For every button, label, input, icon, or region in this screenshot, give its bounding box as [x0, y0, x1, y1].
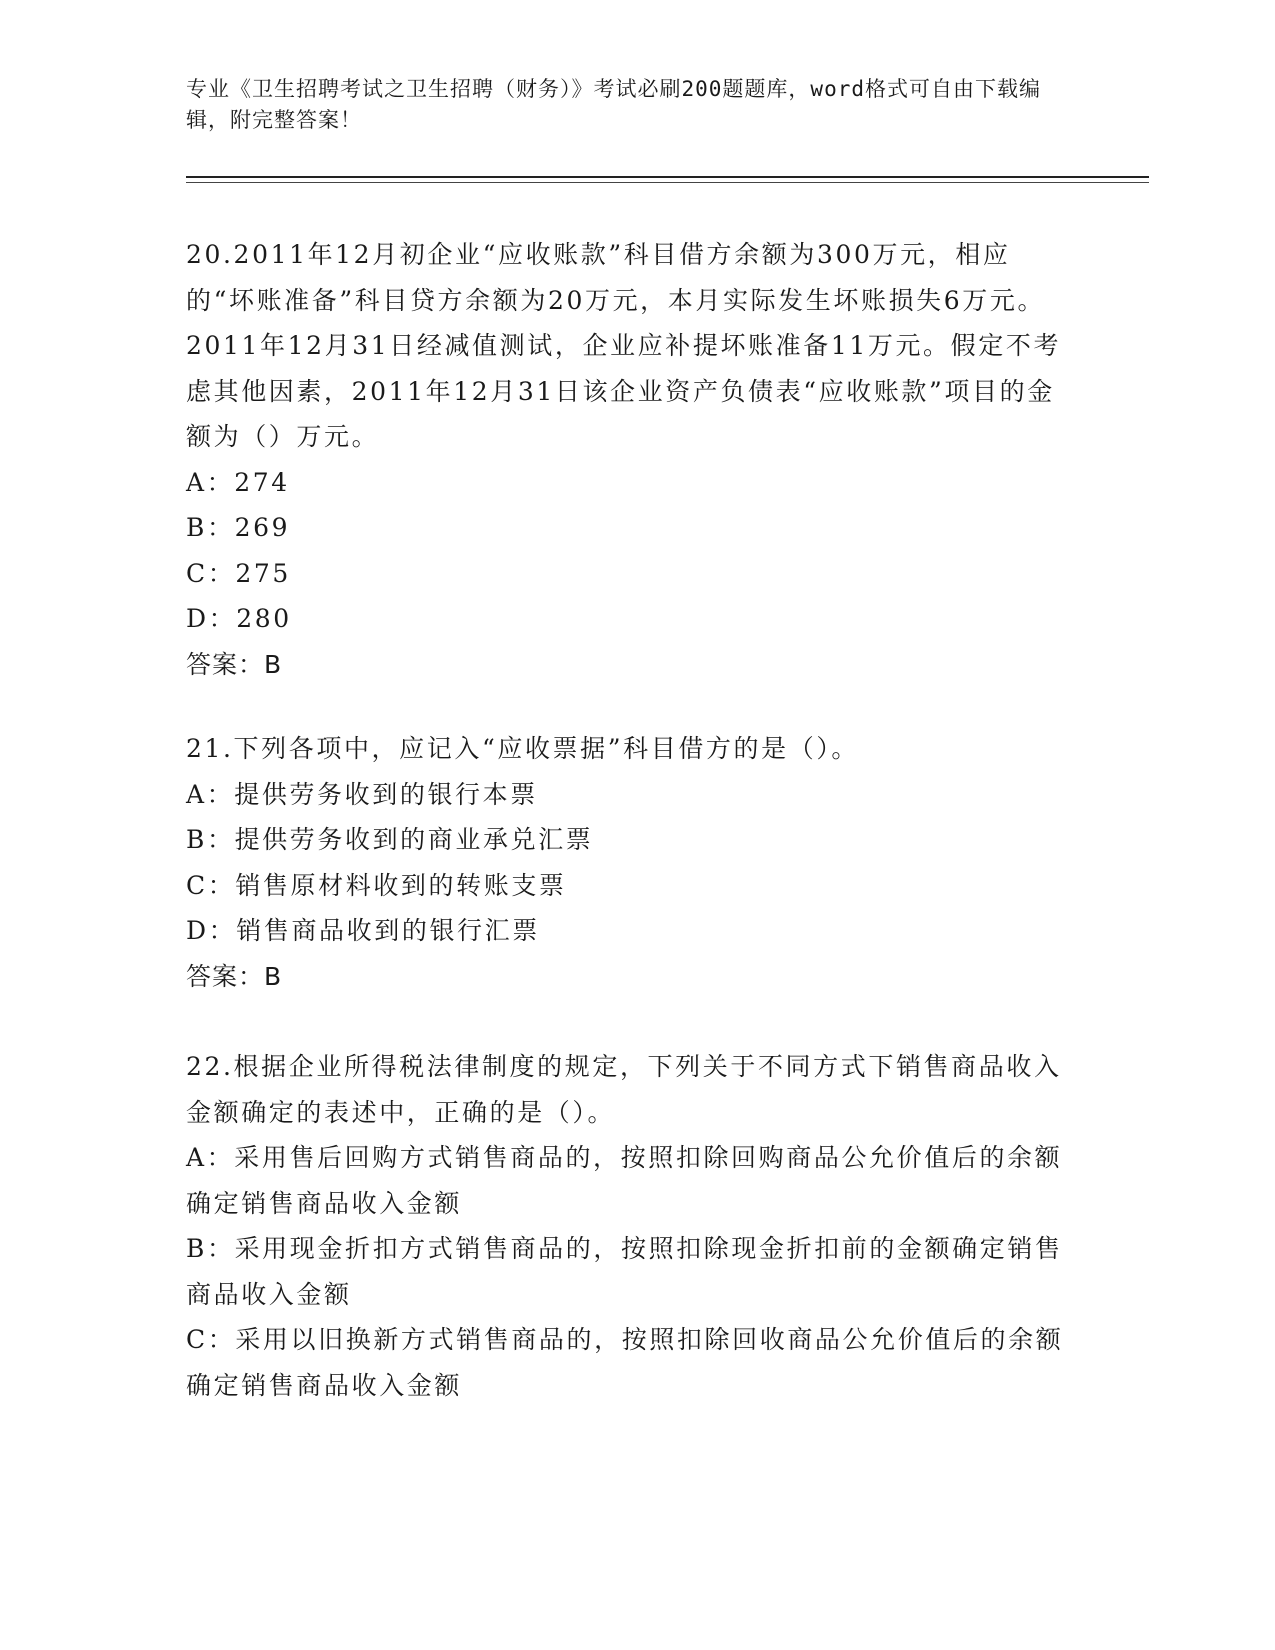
answer-line: 答案：B [186, 961, 283, 991]
option-b: B：269 [186, 513, 291, 542]
question-stem: 20.2011年12月初企业“应收账款”科目借方余额为300万元，相应的“坏账准备”科目贷方余额为20万元，本月实际发生坏账损失6万元。2011年12月31日经减值测试，企业应补提坏账准备11万元。假定不考虑其他因素，2011年12月31日该企业资产负债表“应收账款”项目的金额为（）万元。 [186, 240, 1062, 451]
header-divider-thin [186, 182, 1149, 183]
question-stem: 22.根据企业所得税法律制度的规定，下列关于不同方式下销售商品收入金额确定的表述中，正确的是（）。 [186, 1052, 1062, 1127]
option-d: D：销售商品收到的银行汇票 [186, 916, 540, 945]
option-c: C：275 [186, 558, 291, 588]
option-c: C：销售原材料收到的转账支票 [186, 870, 567, 900]
answer-line: 答案：B [186, 649, 283, 679]
document-header: 专业《卫生招聘考试之卫生招聘（财务）》考试必刷200题题库，word格式可自由下载编辑，附完整答案！ [186, 77, 1041, 132]
question-stem: 21.下列各项中，应记入“应收票据”科目借方的是（）。 [186, 734, 860, 763]
option-c: C：采用以旧换新方式销售商品的，按照扣除回收商品公允价值后的余额确定销售商品收入金额 [186, 1325, 1064, 1400]
option-a: A：采用售后回购方式销售商品的，按照扣除回购商品公允价值后的余额确定销售商品收入金额 [186, 1143, 1063, 1218]
option-b: B：采用现金折扣方式销售商品的，按照扣除现金折扣前的金额确定销售商品收入金额 [186, 1234, 1063, 1309]
question-21 [186, 726, 1076, 999]
question-20 [186, 232, 1076, 687]
option-a: A：提供劳务收到的银行本票 [186, 779, 538, 809]
option-b: B：提供劳务收到的商业承兑汇票 [186, 825, 594, 854]
question-22 [186, 1044, 1076, 1408]
option-a: A：274 [186, 467, 290, 497]
header-divider [186, 176, 1149, 178]
option-d: D：280 [186, 604, 292, 633]
